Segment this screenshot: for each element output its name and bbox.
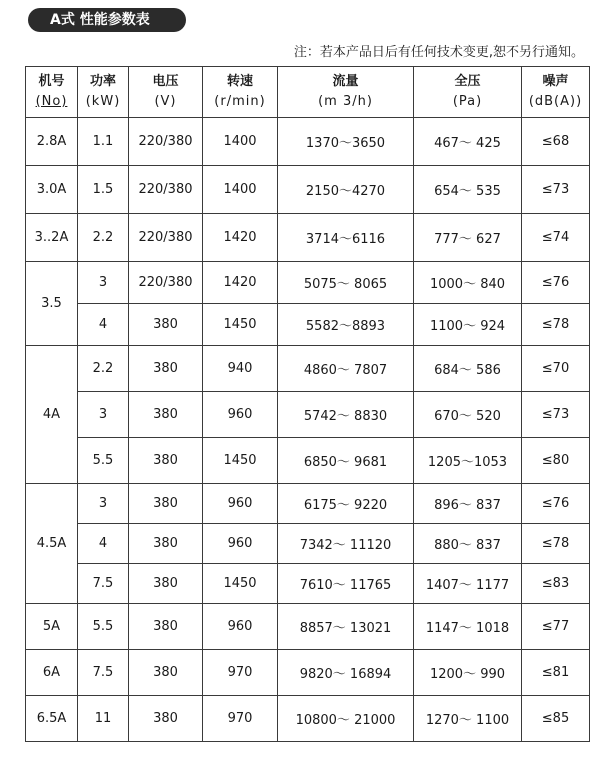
header-voltage: 电压 (V): [129, 67, 203, 118]
cell-voltage: 220/380: [129, 262, 203, 304]
cell-power: 3: [78, 484, 129, 524]
header-noise: 噪声 (dB(A)): [522, 67, 590, 118]
cell-noise: ≤77: [522, 604, 590, 650]
cell-voltage: 380: [129, 604, 203, 650]
table-row: [26, 438, 590, 484]
cell-flow: 7610～ 11765: [278, 564, 414, 604]
cell-voltage: 220/380: [129, 214, 203, 262]
table-body: [26, 118, 590, 742]
cell-voltage: 380: [129, 304, 203, 346]
table-row: [26, 118, 590, 166]
cell-speed: 970: [203, 696, 278, 742]
header-model: 机号 (No): [26, 67, 78, 118]
table-header-row: [26, 67, 590, 118]
cell-flow: 3714～6116: [278, 214, 414, 262]
cell-voltage: 380: [129, 650, 203, 696]
cell-model: 4A: [26, 346, 78, 484]
cell-speed: 1450: [203, 438, 278, 484]
cell-flow: 8857～ 13021: [278, 604, 414, 650]
cell-pressure: 777～ 627: [414, 214, 522, 262]
cell-voltage: 380: [129, 346, 203, 392]
cell-flow: 6850～ 9681: [278, 438, 414, 484]
cell-flow: 6175～ 9220: [278, 484, 414, 524]
cell-pressure: 1200～ 990: [414, 650, 522, 696]
cell-pressure: 880～ 837: [414, 524, 522, 564]
table-row: [26, 650, 590, 696]
cell-power: 5.5: [78, 438, 129, 484]
cell-voltage: 380: [129, 524, 203, 564]
cell-noise: ≤70: [522, 346, 590, 392]
cell-pressure: 1000～ 840: [414, 262, 522, 304]
table-row: [26, 346, 590, 392]
cell-speed: 960: [203, 604, 278, 650]
cell-pressure: 670～ 520: [414, 392, 522, 438]
cell-speed: 1450: [203, 564, 278, 604]
cell-flow: 1370～3650: [278, 118, 414, 166]
cell-model: 5A: [26, 604, 78, 650]
cell-pressure: 1407～ 1177: [414, 564, 522, 604]
cell-speed: 1450: [203, 304, 278, 346]
cell-flow: 9820～ 16894: [278, 650, 414, 696]
table-row: [26, 696, 590, 742]
cell-flow: 5742～ 8830: [278, 392, 414, 438]
cell-power: 1.5: [78, 166, 129, 214]
cell-power: 4: [78, 304, 129, 346]
table-row: [26, 262, 590, 304]
table-row: [26, 214, 590, 262]
cell-voltage: 380: [129, 484, 203, 524]
cell-power: 11: [78, 696, 129, 742]
table-row: [26, 524, 590, 564]
cell-model: 3.0A: [26, 166, 78, 214]
cell-speed: 1400: [203, 118, 278, 166]
cell-speed: 960: [203, 524, 278, 564]
cell-voltage: 380: [129, 438, 203, 484]
cell-model: 4.5A: [26, 484, 78, 604]
cell-noise: ≤85: [522, 696, 590, 742]
cell-pressure: 1205～1053: [414, 438, 522, 484]
cell-speed: 940: [203, 346, 278, 392]
cell-power: 2.2: [78, 214, 129, 262]
table-row: [26, 166, 590, 214]
cell-power: 3: [78, 392, 129, 438]
cell-model: 3..2A: [26, 214, 78, 262]
cell-speed: 970: [203, 650, 278, 696]
cell-speed: 1420: [203, 214, 278, 262]
cell-pressure: 684～ 586: [414, 346, 522, 392]
cell-flow: 10800～ 21000: [278, 696, 414, 742]
cell-speed: 960: [203, 484, 278, 524]
cell-power: 5.5: [78, 604, 129, 650]
cell-noise: ≤80: [522, 438, 590, 484]
cell-noise: ≤81: [522, 650, 590, 696]
cell-pressure: 896～ 837: [414, 484, 522, 524]
cell-pressure: 1100～ 924: [414, 304, 522, 346]
cell-voltage: 220/380: [129, 166, 203, 214]
cell-power: 4: [78, 524, 129, 564]
cell-speed: 1420: [203, 262, 278, 304]
cell-voltage: 380: [129, 564, 203, 604]
performance-table: [25, 66, 590, 742]
cell-power: 3: [78, 262, 129, 304]
cell-speed: 960: [203, 392, 278, 438]
cell-model: 6A: [26, 650, 78, 696]
header-flow: 流量 (m 3/h): [278, 67, 414, 118]
cell-noise: ≤73: [522, 166, 590, 214]
cell-noise: ≤76: [522, 262, 590, 304]
cell-flow: 4860～ 7807: [278, 346, 414, 392]
cell-voltage: 380: [129, 392, 203, 438]
table-row: [26, 484, 590, 524]
cell-model: 6.5A: [26, 696, 78, 742]
cell-speed: 1400: [203, 166, 278, 214]
cell-noise: ≤76: [522, 484, 590, 524]
cell-pressure: 1147～ 1018: [414, 604, 522, 650]
disclaimer-note: 注：若本产品日后有任何技术变更,恕不另行通知。: [293, 45, 584, 60]
cell-voltage: 220/380: [129, 118, 203, 166]
table-row: [26, 604, 590, 650]
cell-noise: ≤73: [522, 392, 590, 438]
cell-model: 3.5: [26, 262, 78, 346]
cell-model: 2.8A: [26, 118, 78, 166]
section-title-badge: A式 性能参数表: [28, 8, 186, 32]
cell-voltage: 380: [129, 696, 203, 742]
header-power: 功率 (kW): [78, 67, 129, 118]
cell-power: 7.5: [78, 564, 129, 604]
cell-flow: 5075～ 8065: [278, 262, 414, 304]
cell-pressure: 1270～ 1100: [414, 696, 522, 742]
cell-noise: ≤78: [522, 524, 590, 564]
cell-power: 2.2: [78, 346, 129, 392]
cell-noise: ≤83: [522, 564, 590, 604]
cell-pressure: 654～ 535: [414, 166, 522, 214]
cell-flow: 7342～ 11120: [278, 524, 414, 564]
cell-power: 1.1: [78, 118, 129, 166]
cell-flow: 5582～8893: [278, 304, 414, 346]
table-row: [26, 304, 590, 346]
cell-noise: ≤74: [522, 214, 590, 262]
header-pressure: 全压 (Pa): [414, 67, 522, 118]
cell-flow: 2150～4270: [278, 166, 414, 214]
cell-pressure: 467～ 425: [414, 118, 522, 166]
cell-power: 7.5: [78, 650, 129, 696]
cell-noise: ≤78: [522, 304, 590, 346]
table-row: [26, 392, 590, 438]
table-row: [26, 564, 590, 604]
header-speed: 转速 (r/min): [203, 67, 278, 118]
cell-noise: ≤68: [522, 118, 590, 166]
